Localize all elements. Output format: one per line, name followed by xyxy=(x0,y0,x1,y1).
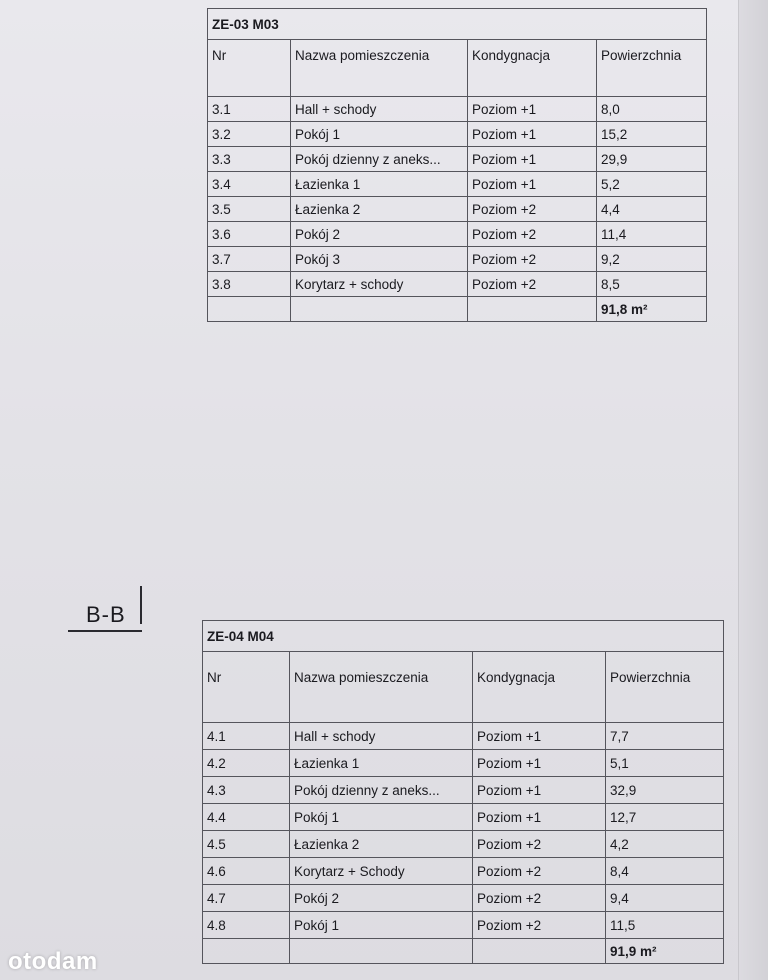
column-header: Nr xyxy=(208,40,291,97)
table-cell: 3.7 xyxy=(208,247,291,272)
table-cell-empty xyxy=(291,297,468,322)
table-header-row xyxy=(203,652,724,723)
table-cell: Pokój 1 xyxy=(291,122,468,147)
table-cell: 8,0 xyxy=(597,97,707,122)
table-cell: 4,4 xyxy=(597,197,707,222)
total-area: 91,8 m² xyxy=(597,297,707,322)
table-cell-empty xyxy=(473,939,606,964)
table-row xyxy=(203,912,724,939)
table-cell: Poziom +2 xyxy=(473,885,606,912)
table-cell: 5,1 xyxy=(606,750,724,777)
table-cell: 4.4 xyxy=(203,804,290,831)
table-cell: Poziom +2 xyxy=(468,247,597,272)
table-cell: Pokój 2 xyxy=(290,885,473,912)
table-cell: Łazienka 1 xyxy=(291,172,468,197)
table-cell: 5,2 xyxy=(597,172,707,197)
table-cell: 3.5 xyxy=(208,197,291,222)
table-cell: Korytarz + schody xyxy=(291,272,468,297)
table-cell: Poziom +2 xyxy=(473,858,606,885)
table-cell: Korytarz + Schody xyxy=(290,858,473,885)
table-cell-empty xyxy=(203,939,290,964)
room-table-ze03 xyxy=(207,8,707,322)
table-cell: 4.5 xyxy=(203,831,290,858)
table-row xyxy=(208,97,707,122)
table-cell: Pokój 1 xyxy=(290,912,473,939)
table-cell: 3.3 xyxy=(208,147,291,172)
table-total-row xyxy=(208,297,707,322)
table-row xyxy=(208,272,707,297)
table-cell: 4.6 xyxy=(203,858,290,885)
table-cell: Pokój 3 xyxy=(291,247,468,272)
table-cell: 4.2 xyxy=(203,750,290,777)
table-cell-empty xyxy=(208,297,291,322)
table-cell: 4.8 xyxy=(203,912,290,939)
table-cell: Pokój dzienny z aneks... xyxy=(291,147,468,172)
table-cell: 4.3 xyxy=(203,777,290,804)
column-header: Nr xyxy=(203,652,290,723)
table-cell: 4.1 xyxy=(203,723,290,750)
table-cell: Poziom +2 xyxy=(468,272,597,297)
column-header: Powierzchnia xyxy=(597,40,707,97)
table-cell: Poziom +1 xyxy=(473,750,606,777)
table-cell: Pokój 1 xyxy=(290,804,473,831)
table-cell: 3.4 xyxy=(208,172,291,197)
table-cell: Hall + schody xyxy=(290,723,473,750)
table-row xyxy=(208,122,707,147)
table-cell: 3.8 xyxy=(208,272,291,297)
table-row xyxy=(208,147,707,172)
table-cell: Poziom +2 xyxy=(473,912,606,939)
table-cell: Pokój 2 xyxy=(291,222,468,247)
table-cell: Poziom +1 xyxy=(468,172,597,197)
watermark-logo: otodam xyxy=(8,948,98,975)
table-cell: Poziom +2 xyxy=(468,197,597,222)
column-header: Kondygnacja xyxy=(468,40,597,97)
table-cell-empty xyxy=(468,297,597,322)
table-cell: 3.1 xyxy=(208,97,291,122)
table-cell: Poziom +1 xyxy=(473,777,606,804)
table-cell: 3.2 xyxy=(208,122,291,147)
table-row xyxy=(203,858,724,885)
table-cell: Łazienka 1 xyxy=(290,750,473,777)
table-cell: 29,9 xyxy=(597,147,707,172)
column-header: Nazwa pomieszczenia xyxy=(290,652,473,723)
paper-edge xyxy=(738,0,768,980)
table-title-row xyxy=(208,9,707,40)
table-cell: 8,5 xyxy=(597,272,707,297)
table-cell: 9,2 xyxy=(597,247,707,272)
table-cell: Poziom +1 xyxy=(468,122,597,147)
table-cell: Poziom +1 xyxy=(468,97,597,122)
table-row xyxy=(208,197,707,222)
table-cell-empty xyxy=(290,939,473,964)
table-cell: 8,4 xyxy=(606,858,724,885)
table-cell: 15,2 xyxy=(597,122,707,147)
table-title-row xyxy=(203,621,724,652)
column-header: Kondygnacja xyxy=(473,652,606,723)
table-row xyxy=(208,222,707,247)
table-cell: 4,2 xyxy=(606,831,724,858)
table-cell: 7,7 xyxy=(606,723,724,750)
section-marker-label: B-B xyxy=(86,602,126,627)
table-cell: 11,5 xyxy=(606,912,724,939)
column-header: Nazwa pomieszczenia xyxy=(291,40,468,97)
table-cell: Poziom +1 xyxy=(468,147,597,172)
table-cell: Hall + schody xyxy=(291,97,468,122)
table-cell: Pokój dzienny z aneks... xyxy=(290,777,473,804)
table-row xyxy=(203,831,724,858)
table-cell: Poziom +2 xyxy=(468,222,597,247)
table-cell: 9,4 xyxy=(606,885,724,912)
table-cell: 11,4 xyxy=(597,222,707,247)
table-row xyxy=(203,804,724,831)
table-cell: 3.6 xyxy=(208,222,291,247)
table-cell: Łazienka 2 xyxy=(290,831,473,858)
table-row xyxy=(203,723,724,750)
table-row xyxy=(208,247,707,272)
table-row xyxy=(203,750,724,777)
table-cell: Poziom +2 xyxy=(473,831,606,858)
section-marker-underline xyxy=(68,630,142,632)
table-cell: 12,7 xyxy=(606,804,724,831)
table-row xyxy=(208,172,707,197)
table-cell: Poziom +1 xyxy=(473,804,606,831)
table-title: ZE-04 M04 xyxy=(203,621,724,652)
section-marker-bar xyxy=(140,586,142,624)
table-header-row xyxy=(208,40,707,97)
table-total-row xyxy=(203,939,724,964)
table-row xyxy=(203,777,724,804)
room-table-ze04 xyxy=(202,620,724,964)
table-cell: Poziom +1 xyxy=(473,723,606,750)
table-cell: Łazienka 2 xyxy=(291,197,468,222)
table-cell: 32,9 xyxy=(606,777,724,804)
column-header: Powierzchnia xyxy=(606,652,724,723)
table-row xyxy=(203,885,724,912)
table-title: ZE-03 M03 xyxy=(208,9,707,40)
total-area: 91,9 m² xyxy=(606,939,724,964)
table-cell: 4.7 xyxy=(203,885,290,912)
